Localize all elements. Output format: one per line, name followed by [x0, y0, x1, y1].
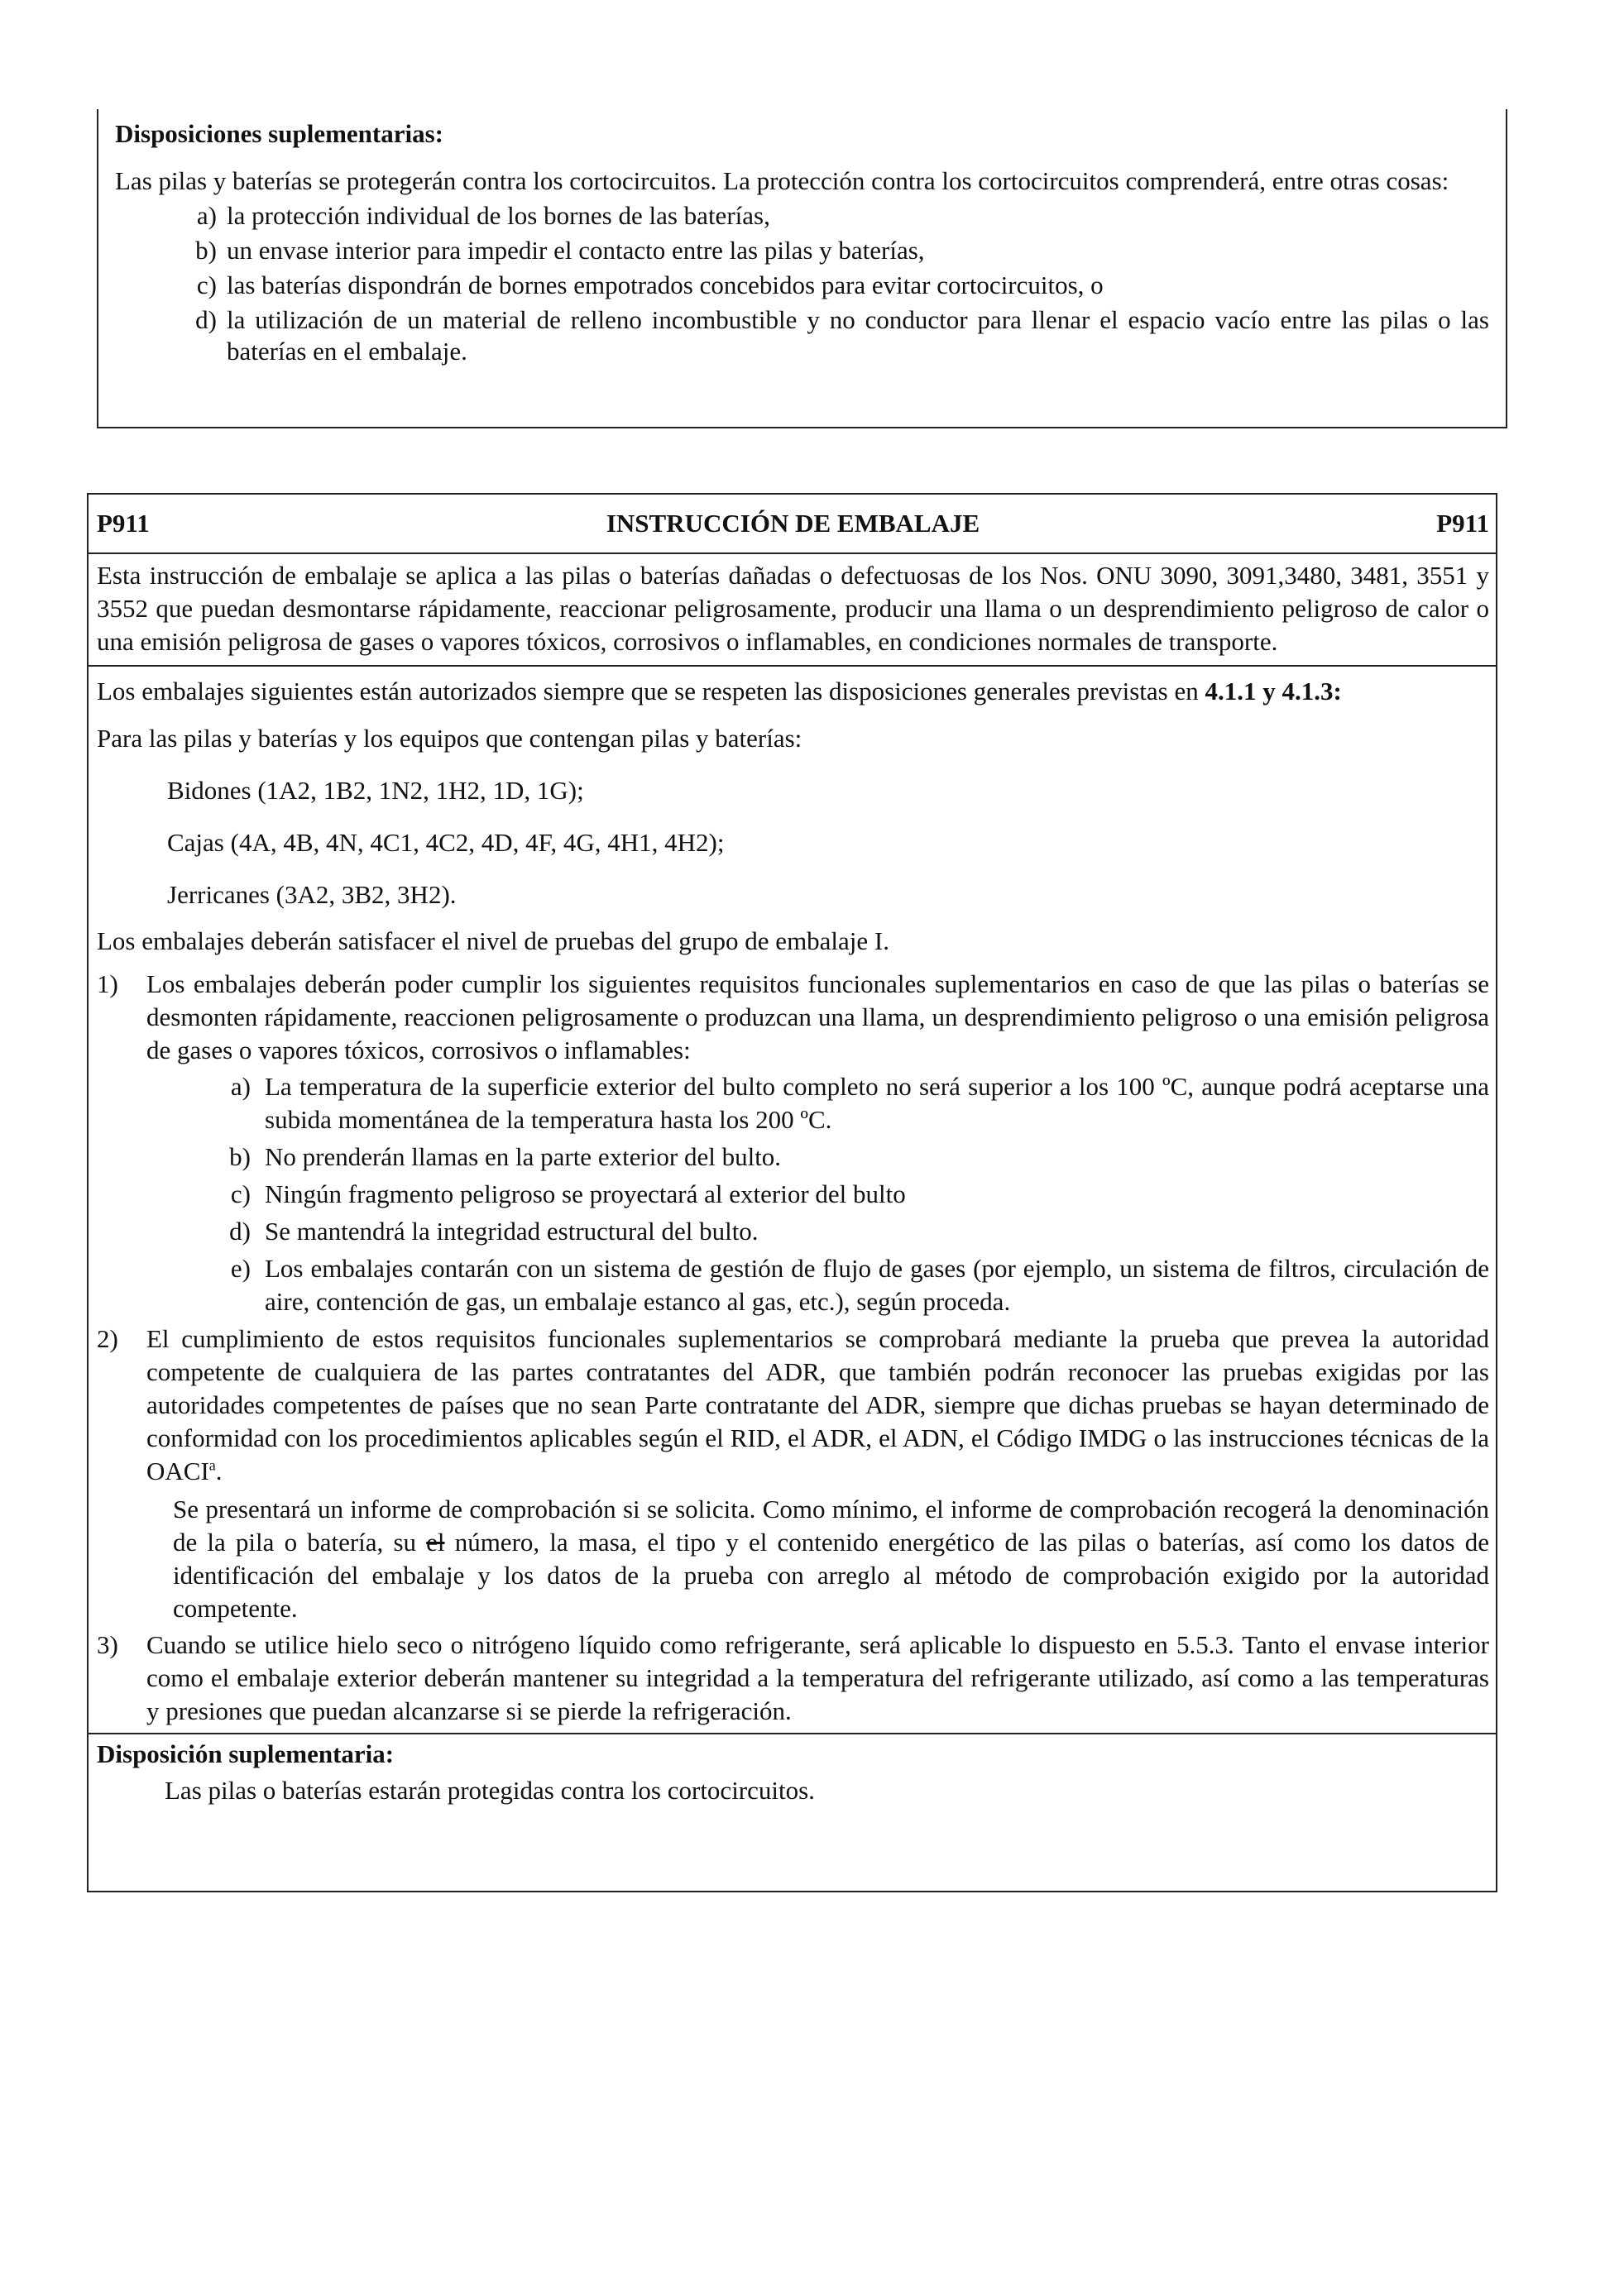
- authorized-packagings-text: [97, 675, 1489, 708]
- protection-list: [115, 200, 1489, 367]
- list-item-text: La temperatura de la superficie exterior del bulto completo no será superior a los 100 ºC, aunque podrá aceptarse una subida momentánea de la temperatura hasta los 200 ºC.: [265, 1072, 1489, 1134]
- packaging-jerricans: Jerricanes (3A2, 3B2, 3H2).: [167, 880, 457, 909]
- list-item-text: la utilización de un material de relleno incombustible y no conductor para llenar el espacio vacío entre las pilas o las baterías en el embalaje.: [227, 305, 1489, 366]
- struck-word: el: [426, 1528, 445, 1557]
- list-item: [97, 1215, 1489, 1248]
- list-item-text: Se mantendrá la integridad estructural del bulto.: [265, 1217, 759, 1246]
- list-item-text: un envase interior para impedir el contacto entre las pilas y baterías,: [227, 236, 925, 265]
- footnote-mark: a: [208, 1457, 216, 1474]
- packaging-boxes: Cajas (4A, 4B, 4N, 4C1, 4C2, 4D, 4F, 4G, 4H1, 4H2);: [167, 828, 725, 857]
- list-item: [97, 1252, 1489, 1318]
- authorized-reference: 4.1.1 y 4.1.3:: [1205, 677, 1342, 706]
- list-item-text: la protección individual de los bornes de las baterías,: [227, 201, 770, 230]
- list-item-text: las baterías dispondrán de bornes empotrados concebidos para evitar cortocircuitos, o: [227, 270, 1104, 299]
- scope-section: [89, 554, 1496, 667]
- list-item: [97, 1070, 1489, 1136]
- for-batteries-text: Para las pilas y baterías y los equipos que contengan pilas y baterías:: [97, 724, 802, 753]
- list-marker: d): [195, 305, 217, 334]
- list-item-text: Ningún fragmento peligroso se proyectará al exterior del bulto: [265, 1179, 906, 1208]
- list-marker: b): [195, 236, 217, 265]
- requirement-2-end: .: [215, 1457, 223, 1485]
- list-item: [115, 270, 1489, 301]
- list-marker: a): [230, 1072, 251, 1101]
- supplementary-provision-section: [89, 1734, 1496, 1807]
- list-marker: a): [196, 201, 217, 230]
- authorized-text: Los embalajes siguientes están autorizados siempre que se respeten las disposiciones generales previstas en: [97, 677, 1205, 706]
- requirement-marker: 2): [97, 1324, 118, 1353]
- scope-text: Esta instrucción de embalaje se aplica a las pilas o baterías dañadas o defectuosas de los Nos. ONU 3090, 3091,3480, 3481, 3551 y 3552 que puedan desmontarse rápidamente, reaccionar peligrosamente, producir una llama o un desprendimiento peligroso de calor o una emisión peligrosa de gases o vapores tóxicos, corrosivos o inflamables, en condiciones normales de transporte.: [97, 561, 1489, 656]
- instruction-header: [89, 495, 1496, 554]
- supplementary-provision-text: Las pilas o baterías estarán protegidas contra los cortocircuitos.: [165, 1776, 815, 1805]
- report-text-before: Se presentará un informe de comprobación si se solicita. Como mínimo, el informe de comprobación recogerá la denominación de la pila o batería, su: [173, 1495, 1489, 1557]
- supplementary-provision-title: Disposición suplementaria:: [97, 1739, 395, 1768]
- list-marker: b): [229, 1142, 251, 1171]
- supplementary-provisions-box: [97, 109, 1507, 428]
- test-level-text: Los embalajes deberán satisfacer el nivel de pruebas del grupo de embalaje I.: [97, 926, 890, 955]
- instruction-title: INSTRUCCIÓN DE EMBALAJE: [606, 509, 980, 538]
- list-item: [115, 304, 1489, 367]
- requirement-marker: 1): [97, 969, 118, 998]
- packing-instruction-p911-box: [87, 493, 1497, 1892]
- list-marker: e): [230, 1254, 251, 1283]
- requirement-text: Los embalajes deberán poder cumplir los siguientes requisitos funcionales suplementarios en caso de que las pilas o baterías se desmonten rápidamente, reaccionen peligrosamente o produzcan una llama, un desprendimiento peligroso o una emisión peligrosa de gases o vapores tóxicos, corrosivos o inflamables:: [146, 969, 1489, 1064]
- list-item-text: Los embalajes contarán con un sistema de gestión de flujo de gases (por ejemplo, un sistema de filtros, circulación de aire, contención de gas, un embalaje estanco al gas, etc.), según proceda.: [265, 1254, 1489, 1316]
- list-marker: c): [230, 1179, 251, 1208]
- requirement-2: [97, 1323, 1489, 1488]
- requirements-section: [89, 667, 1496, 1734]
- list-item-text: No prenderán llamas en la parte exterior del bulto.: [265, 1142, 782, 1171]
- requirement-text: [146, 1323, 1489, 1488]
- report-text-after: número, la masa, el tipo y el contenido energético de las pilas o baterías, así como los datos de identificación del embalaje y los datos de la prueba con arreglo al método de comprobación exigido por la autoridad competente.: [173, 1528, 1489, 1623]
- list-item: [115, 235, 1489, 266]
- list-item: [97, 1178, 1489, 1211]
- requirement-1: [97, 968, 1489, 1067]
- instruction-code-right: P911: [1436, 509, 1489, 538]
- packaging-drums: Bidones (1A2, 1B2, 1N2, 1H2, 1D, 1G);: [167, 776, 584, 805]
- test-report-text: [97, 1493, 1489, 1625]
- list-item: [115, 200, 1489, 232]
- requirement-3: [97, 1629, 1489, 1728]
- list-marker: d): [229, 1217, 251, 1246]
- supplementary-provisions-intro: Las pilas y baterías se protegerán contra los cortocircuitos. La protección contra los cortocircuitos comprenderá, entre otras cosas:: [115, 166, 1449, 195]
- supplementary-provisions-title: Disposiciones suplementarias:: [115, 119, 443, 148]
- instruction-code-left: P911: [97, 509, 150, 538]
- requirement-marker: 3): [97, 1630, 118, 1659]
- requirement-1-items: [97, 1070, 1489, 1318]
- requirement-text: Cuando se utilice hielo seco o nitrógeno líquido como refrigerante, será aplicable lo dispuesto en 5.5.3. Tanto el envase interior como el embalaje exterior deberán mantener su integridad a la temperatura del refrigerante utilizado, así como a las temperaturas y presiones que puedan alcanzarse si se pierde la refrigeración.: [146, 1630, 1489, 1725]
- list-marker: c): [196, 270, 217, 299]
- requirement-2-body: El cumplimiento de estos requisitos funcionales suplementarios se comprobará mediante la prueba que prevea la autoridad competente de cualquiera de las partes contratantes del ADR, que también podrán reconocer las pruebas exigidas por las autoridades competentes de países que no sean Parte contratante del ADR, siempre que dichas pruebas se hayan determinado de conformidad con los procedimientos aplicables según el RID, el ADR, el ADN, el Código IMDG o las instrucciones técnicas de la OACI: [146, 1324, 1489, 1485]
- list-item: [97, 1141, 1489, 1174]
